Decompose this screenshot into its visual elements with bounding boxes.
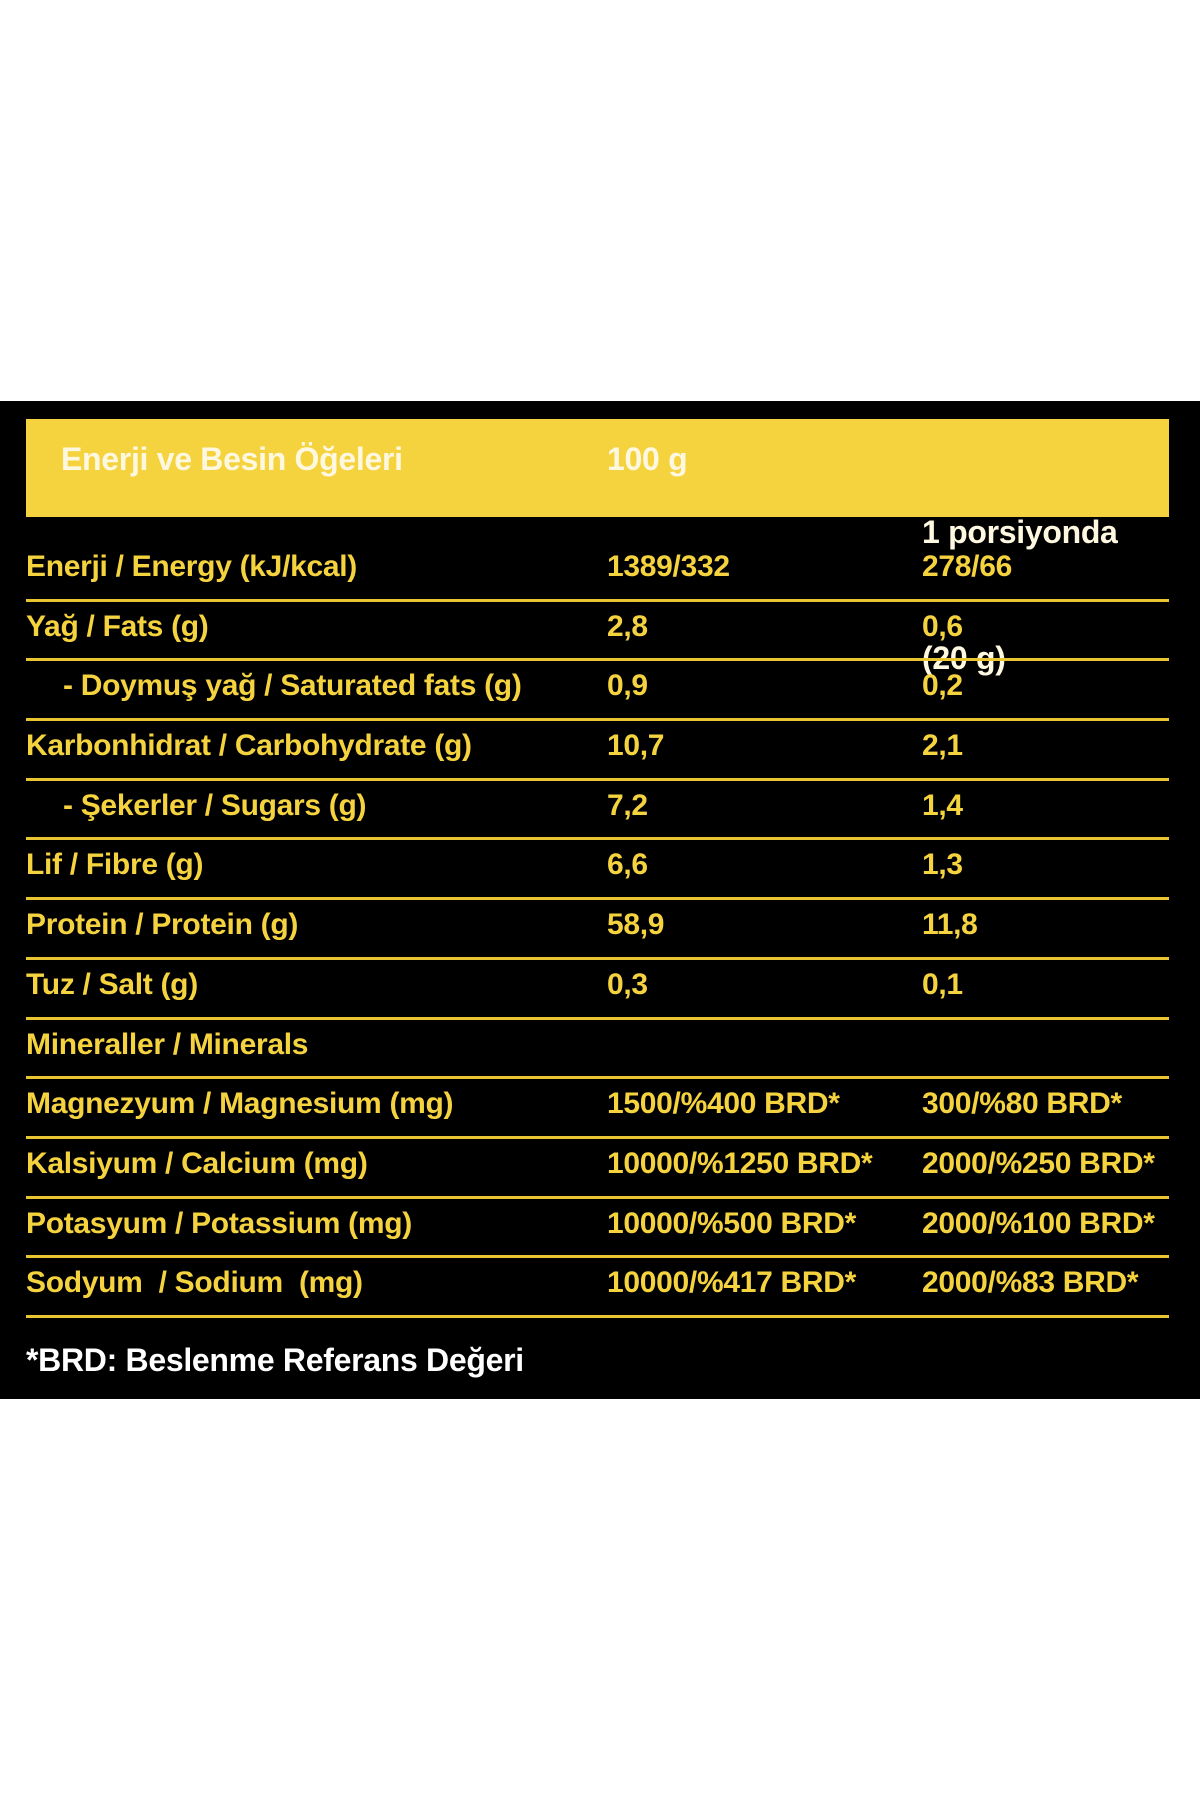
value-per-100g: 10,7 [607,729,665,763]
value-per-serving: 2000/%250 BRD* [922,1146,1155,1180]
value-per-100g: 10000/%417 BRD* [607,1266,856,1300]
value-per-serving: 11,8 [922,908,978,942]
nutrient-label: Potasyum / Potassium (mg) [26,1206,412,1240]
table-row [26,781,1169,841]
header-per-serving-line1: 1 porsiyonda [922,514,1118,550]
table-row [26,661,1169,721]
value-per-100g: 0,3 [607,967,648,1001]
nutrition-table [26,542,1169,1318]
value-per-100g: 58,9 [607,908,665,942]
value-per-100g: 2,8 [607,609,648,643]
nutrient-label: Protein / Protein (g) [26,908,299,942]
nutrition-panel [0,401,1200,1399]
value-per-100g: 1500/%400 BRD* [607,1087,840,1121]
value-per-100g: 1389/332 [607,550,730,583]
nutrient-label: Lif / Fibre (g) [26,848,204,882]
table-row [26,840,1169,900]
value-per-100g: 10000/%500 BRD* [607,1206,856,1240]
value-per-serving: 2000/%100 BRD* [922,1206,1155,1240]
nutrient-label: Enerji / Energy (kJ/kcal) [26,550,357,583]
table-row [26,1199,1169,1259]
value-per-serving: 1,3 [922,848,963,882]
value-per-100g: 6,6 [607,848,648,882]
value-per-serving: 2,1 [922,729,963,763]
nutrient-label: - Doymuş yağ / Saturated fats (g) [63,669,522,703]
nutrient-label: Tuz / Salt (g) [26,967,198,1001]
table-row [26,1139,1169,1199]
value-per-100g: 0,9 [607,669,648,703]
nutrient-label: - Şekerler / Sugars (g) [63,788,367,822]
value-per-serving: 0,6 [922,609,963,643]
nutrient-label: Karbonhidrat / Carbohydrate (g) [26,729,472,763]
table-row [26,602,1169,662]
header-per-100g: 100 g [607,441,688,477]
value-per-100g: 7,2 [607,788,648,822]
table-row [26,542,1169,602]
header-per-serving-line2: (20 g) [922,640,1006,676]
value-per-100g: 10000/%1250 BRD* [607,1146,873,1180]
table-row [26,900,1169,960]
value-per-serving: 0,1 [922,967,963,1001]
value-per-serving: 1,4 [922,788,963,822]
table-row [26,1258,1169,1318]
value-per-serving: 278/66 [922,550,1012,583]
table-row [26,960,1169,1020]
nutrient-label: Magnezyum / Magnesium (mg) [26,1087,454,1121]
nutrient-label: Sodyum / Sodium (mg) [26,1266,363,1300]
section-label-minerals: Mineraller / Minerals [26,1027,309,1061]
nutrient-label: Kalsiyum / Calcium (mg) [26,1146,368,1180]
nutrient-label: Yağ / Fats (g) [26,609,209,643]
footnote: *BRD: Beslenme Referans Değeri [26,1342,524,1378]
table-row [26,1079,1169,1139]
table-section-row [26,1020,1169,1080]
header-nutrients: Enerji ve Besin Öğeleri [61,441,403,477]
value-per-serving: 300/%80 BRD* [922,1087,1122,1121]
table-row [26,721,1169,781]
value-per-serving: 0,2 [922,669,963,703]
value-per-serving: 2000/%83 BRD* [922,1266,1139,1300]
